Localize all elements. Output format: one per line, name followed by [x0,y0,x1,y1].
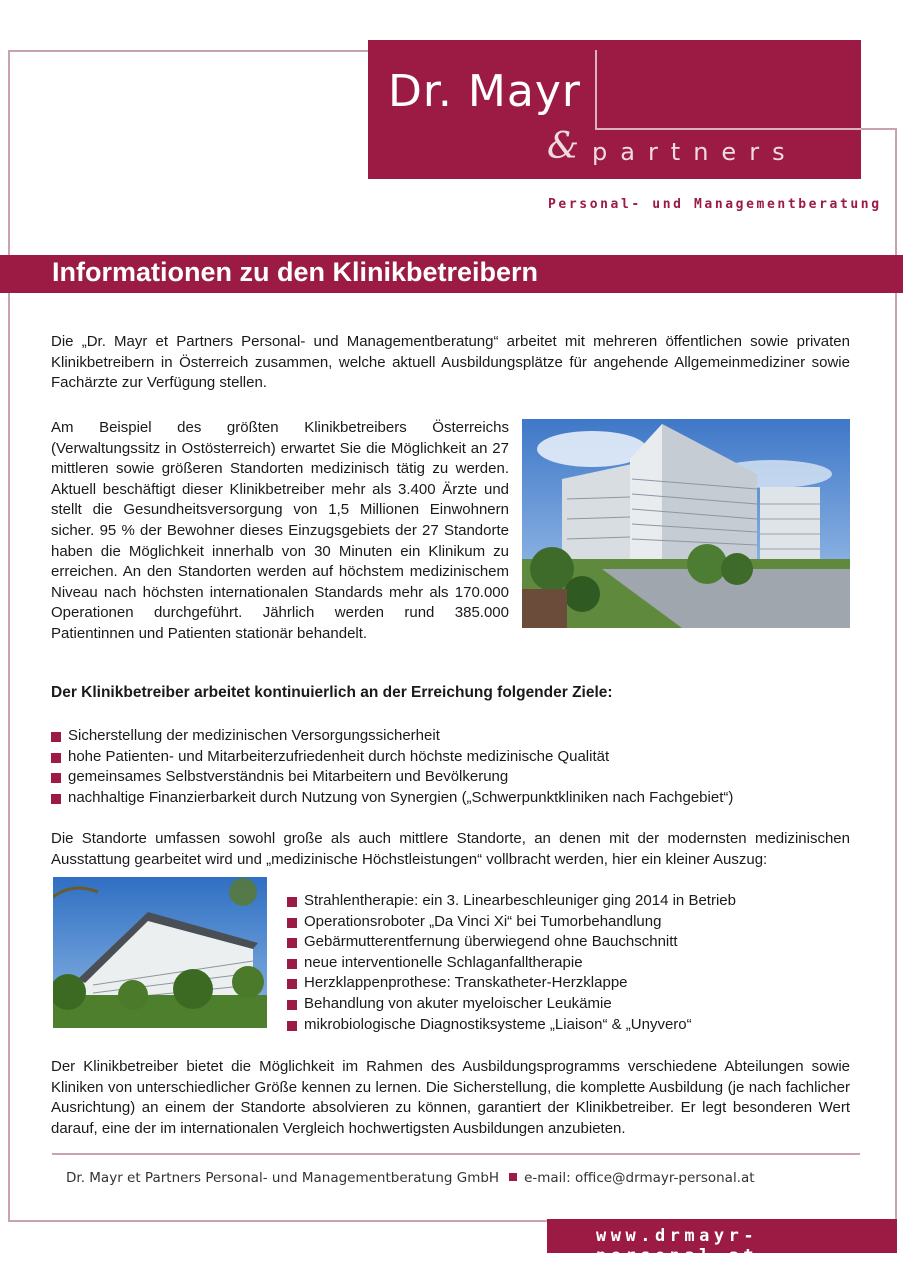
frame-top-line [8,50,368,52]
logo-inner-line-h [595,128,861,130]
frame-left-line [8,50,10,1222]
goal-item: nachhaltige Finanzierbarkeit durch Nutzung von Synergien („Schwerpunktkliniken nach Fachgebiet“) [51,788,733,809]
goal-item: hohe Patienten- und Mitarbeiterzufriedenheit durch höchste medizinische Qualität [51,747,733,768]
page-title: Informationen zu den Klinikbetreibern [52,257,539,287]
example-paragraph: Am Beispiel des größten Klinikbetreibers Österreichs (Verwaltungssitz in Ostösterreich) erwartet Sie die Möglichkeit an 27 mittleren sowie größeren Standorten medizinisch tätig zu werden. Aktuell beschäftigt dieser Klinikbetreiber mehr als 3.400 Ärzte und stellt die Gesundheitsversorgung von 1,5 Millionen Einwohnern sicher. 95 % der Bewohner dieses Einzugsgebiets der 27 Standorte haben die Möglichkeit innerhalb von 30 Minuten ein Klinikum zu erreichen. An den Standorten werden auf höchstem medizinischem Niveau nach höchsten internationalen Standards mehr als 170.000 Operationen durchgeführt. Jährlich werden rund 385.000 Patientinnen und Patienten stationär behandelt. [51,419,509,642]
feature-item: mikrobiologische Diagnostiksysteme „Liaison“ & „Unyvero“ [287,1015,736,1036]
goals-heading: Der Klinikbetreiber arbeitet kontinuierlich an der Erreichung folgender Ziele: [51,684,613,701]
footer-divider [52,1153,860,1155]
logo-inner-line-v [595,50,597,128]
feature-item: Herzklappenprothese: Transkatheter-Herzklappe [287,973,736,994]
frame-bottom-line [8,1220,548,1222]
locations-paragraph: Die Standorte umfassen sowohl große als auch mittlere Standorte, an denen mit der modernsten medizinischen Ausstattung gearbeitet wird und „medizinische Höchstleistungen“ vollbracht werden, hier ein kleiner Auszug: [51,830,850,868]
frame-top-right-line [861,128,897,130]
footer-email[interactable]: e-mail: office@drmayr-personal.at [524,1170,755,1186]
frame-right-line [895,128,897,256]
logo-title: Dr. Mayr [388,66,581,117]
hospital-photo [522,419,850,628]
closing-paragraph: Der Klinikbetreiber bietet die Möglichkeit im Rahmen des Ausbildungsprogramms verschiedene Abteilungen sowie Kliniken von unterschiedlicher Größe kennen zu lernen. Die Sicherstellung, die komplette Ausbildung (je nach fachlicher Ausrichtung) an einem der Standorte absolvieren zu können, garantiert der Klinikbetreiber. Er legt besonderen Wert darauf, eine der im internationalen Vergleich hochwertigsten Ausbildungen anzubieten. [51,1058,850,1137]
goals-list [51,726,733,808]
footer-company: Dr. Mayr et Partners Personal- und Managementberatung GmbH [66,1170,500,1186]
frame-right-line-lower [895,293,897,1220]
intro-paragraph: Die „Dr. Mayr et Partners Personal- und Managementberatung“ arbeitet mit mehreren öffentlichen sowie privaten Klinikbetreibern in Österreich zusammen, welche aktuell Ausbildungsplätze für angehende Allgemeinmediziner sowie Fachärzte zur Verfügung stellen. [51,333,850,392]
feature-item: Strahlentherapie: ein 3. Linearbeschleuniger ging 2014 in Betrieb [287,891,736,912]
website-link[interactable]: www.drmayr-personal.at [596,1226,759,1266]
footer-contact [66,1170,755,1186]
square-bullet-icon [509,1173,517,1181]
feature-item: neue interventionelle Schlaganfalltherapie [287,953,736,974]
logo-ampersand: & [547,126,580,167]
feature-item: Operationsroboter „Da Vinci Xi“ bei Tumorbehandlung [287,912,736,933]
feature-item: Behandlung von akuter myeloischer Leukämie [287,994,736,1015]
logo-partners: partners [592,138,798,166]
logo-subtitle: Personal- und Managementberatung [548,197,882,212]
clinic-photo [53,877,267,1028]
goal-item: Sicherstellung der medizinischen Versorgungssicherheit [51,726,733,747]
feature-item: Gebärmutterentfernung überwiegend ohne Bauchschnitt [287,932,736,953]
goal-item: gemeinsames Selbstverständnis bei Mitarbeitern und Bevölkerung [51,767,733,788]
features-list [287,891,736,1035]
